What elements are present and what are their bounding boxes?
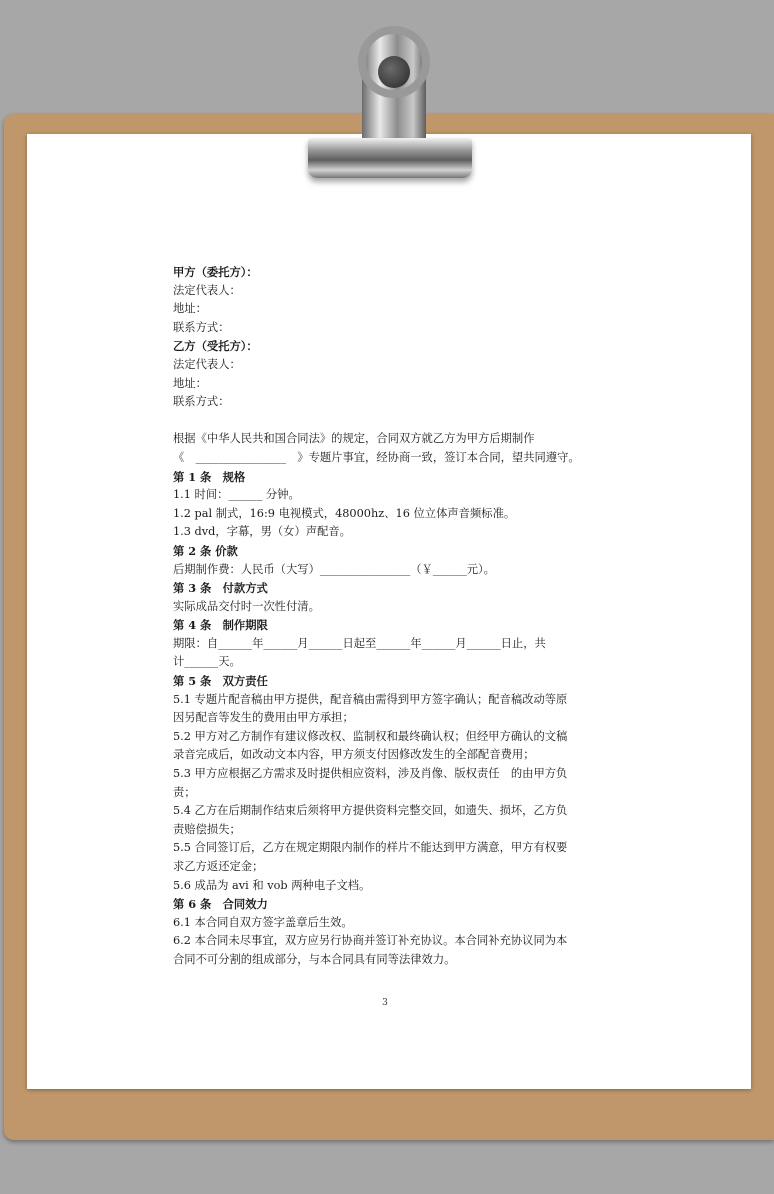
section-heading: 第 2 条 价款 — [173, 543, 238, 558]
text-line: 求乙方返还定金； — [173, 860, 264, 873]
text-line: 根据《中华人民共和国合同法》的规定，合同双方就乙方为甲方后期制作 — [173, 432, 535, 446]
text-line: 地址： — [173, 376, 207, 390]
text-line: 实际成品交付时一次性付清。 — [173, 599, 320, 613]
section-heading: 甲方（委托方）： — [173, 265, 258, 279]
binder-clip-icon — [300, 26, 480, 181]
text-line: 1.3 dvd，字幕，男（女）声配音。 — [173, 525, 351, 539]
text-line: 5.4 乙方在后期制作结束后须将甲方提供资料完整交回，如遗失、损坏，乙方负 — [173, 804, 568, 818]
section-heading: 乙方（受托方）： — [173, 339, 258, 354]
text-line: 录音完成后，如改动文本内容，甲方须支付因修改发生的全部配音费用； — [173, 748, 535, 762]
text-line: 期限：自______年______月______日起至______年______月______日止，共 — [173, 636, 546, 650]
text-line: 因另配音等发生的费用由甲方承担； — [173, 711, 354, 725]
text-line: 5.1 专题片配音稿由甲方提供，配音稿由需得到甲方签字确认；配音稿改动等原 — [173, 692, 568, 706]
section-heading: 第 4 条 制作期限 — [173, 618, 268, 633]
section-heading: 第 5 条 双方责任 — [173, 674, 268, 689]
text-line: 5.3 甲方应根据乙方需求及时提供相应资料，涉及肖像、版权责任 的由甲方负 — [173, 767, 568, 781]
text-line: 《 ________________ 》专题片事宜，经协商一致，签订本合同，望共同遵守。 — [173, 450, 580, 464]
text-line: 联系方式： — [173, 395, 230, 409]
text-line: 责； — [173, 785, 196, 799]
text-line: 后期制作费：人民币（大写）________________（￥______元）。 — [173, 562, 495, 576]
contract-text — [173, 263, 593, 970]
text-line: 1.2 pal 制式，16:9 电视模式，48000hz、16 位立体声音频标准。 — [173, 506, 516, 520]
text-line: 5.6 成品为 avi 和 vob 两种电子文档。 — [173, 878, 371, 892]
text-line: 责赔偿损失； — [173, 822, 241, 836]
text-line: 法定代表人： — [173, 357, 241, 371]
text-line: 6.1 本合同自双方签字盖章后生效。 — [173, 915, 353, 929]
text-line: 法定代表人： — [173, 283, 241, 297]
section-heading: 第 1 条 规格 — [173, 469, 246, 484]
text-line: 地址： — [173, 302, 207, 316]
text-line: 5.5 合同签订后，乙方在规定期限内制作的样片不能达到甲方满意，甲方有权要 — [173, 841, 568, 855]
text-line: 联系方式： — [173, 320, 230, 334]
text-line: 1.1 时间：______ 分钟。 — [173, 488, 300, 502]
text-line: 计______天。 — [173, 655, 241, 669]
text-line: 6.2 本合同未尽事宜，双方应另行协商并签订补充协议。本合同补充协议同为本 — [173, 934, 568, 948]
page-number: 3 — [382, 998, 388, 1008]
text-line: 5.2 甲方对乙方制作有建议修改权、监制权和最终确认权；但经甲方确认的文稿 — [173, 729, 568, 743]
section-heading: 第 6 条 合同效力 — [173, 897, 268, 912]
section-heading: 第 3 条 付款方式 — [173, 581, 268, 596]
text-line: 合同不可分割的组成部分，与本合同具有同等法律效力。 — [173, 952, 456, 966]
blank-line — [173, 412, 593, 431]
